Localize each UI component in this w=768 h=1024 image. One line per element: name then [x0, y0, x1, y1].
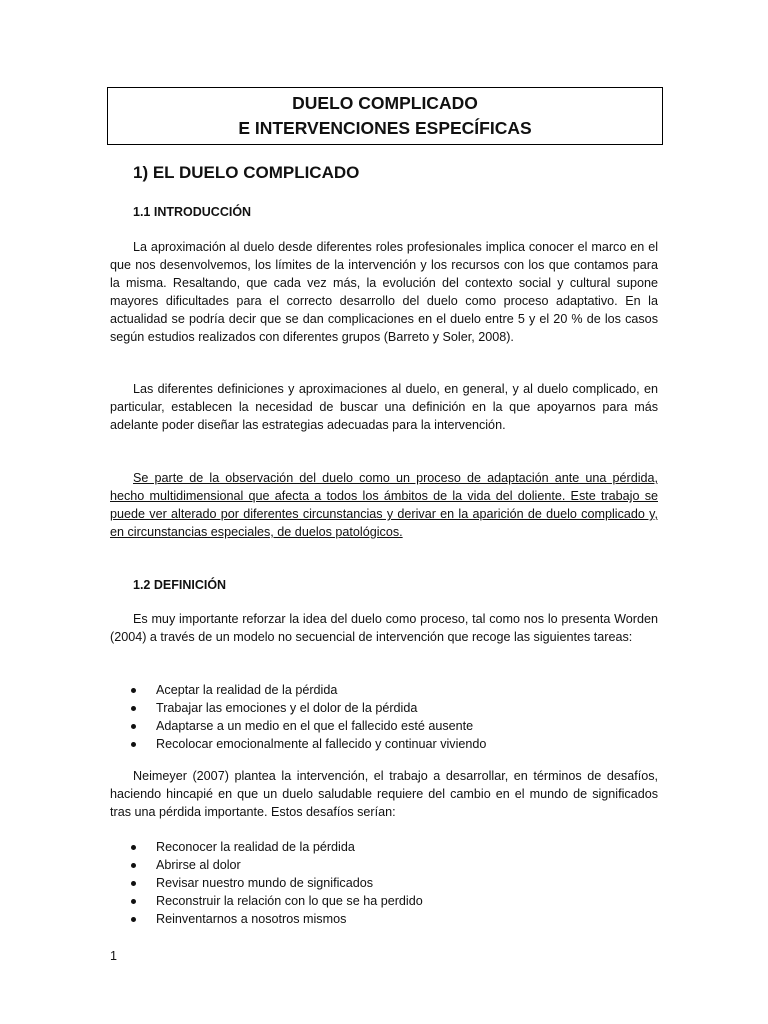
list-item: Trabajar las emociones y el dolor de la pérdida [110, 699, 658, 717]
bullet-icon [131, 742, 136, 747]
bullet-icon [131, 881, 136, 886]
list-item: Reconocer la realidad de la pérdida [110, 838, 658, 856]
document-title-line-2: E INTERVENCIONES ESPECÍFICAS [238, 118, 532, 138]
document-title-line-1: DUELO COMPLICADO [292, 93, 478, 113]
bullet-icon [131, 688, 136, 693]
list-item: Reinventarnos a nosotros mismos [110, 910, 658, 928]
subsection-heading-definicion: 1.2 DEFINICIÓN [133, 578, 227, 592]
bullet-icon [131, 724, 136, 729]
list-item: Adaptarse a un medio en el que el fallecido esté ausente [110, 717, 658, 735]
list-item: Recolocar emocionalmente al fallecido y continuar viviendo [110, 735, 658, 753]
neimeyer-paragraph: Neimeyer (2007) plantea la intervención, el trabajo a desarrollar, en términos de desafíos, haciendo hincapié en que un duelo saludable requiere del cambio en el mundo de significados tras una pérdida importante. Estos desafíos serían: [110, 769, 658, 819]
section-heading: 1) EL DUELO COMPLICADO [133, 163, 360, 182]
list-item: Abrirse al dolor [110, 856, 658, 874]
worden-task-list [110, 681, 658, 753]
list-item: Revisar nuestro mundo de significados [110, 874, 658, 892]
bullet-icon [131, 917, 136, 922]
bullet-icon [131, 706, 136, 711]
bullet-icon [131, 863, 136, 868]
intro-paragraph-3-underlined: Se parte de la observación del duelo como un proceso de adaptación ante una pérdida, hecho multidimensional que afecta a todos los ámbitos de la vida del doliente. Este trabajo se puede ver alterado por diferentes circunstancias y derivar en la aparición de duelo complicado y, en circunstancias especiales, de duelos patológicos. [110, 471, 658, 539]
worden-paragraph: Es muy importante reforzar la idea del duelo como proceso, tal como nos lo presenta Worden (2004) a través de un modelo no secuencial de intervención que recoge las siguientes tareas: [110, 612, 658, 644]
list-item: Aceptar la realidad de la pérdida [110, 681, 658, 699]
list-item: Reconstruir la relación con lo que se ha perdido [110, 892, 658, 910]
bullet-icon [131, 845, 136, 850]
document-title-box [107, 87, 663, 145]
bullet-icon [131, 899, 136, 904]
intro-paragraph-1: La aproximación al duelo desde diferentes roles profesionales implica conocer el marco en el que nos desenvolvemos, los límites de la intervención y los recursos con los que contamos para la misma. Resaltando, que cada vez más, la evolución del contexto social y cultural supone mayores dificultades para el correcto desarrollo del duelo como proceso adaptativo. En la actualidad se podría decir que se dan complicaciones en el duelo entre 5 y el 20 % de los casos según estudios realizados con diferentes grupos (Barreto y Soler, 2008). [110, 240, 658, 344]
intro-paragraph-2: Las diferentes definiciones y aproximaciones al duelo, en general, y al duelo complicado, en particular, establecen la necesidad de buscar una definición en la que apoyarnos para más adelante poder diseñar las estrategias adecuadas para la intervención. [110, 382, 658, 432]
neimeyer-challenge-list [110, 838, 658, 928]
subsection-heading-introduccion: 1.1 INTRODUCCIÓN [133, 205, 252, 219]
page-number: 1 [110, 949, 118, 963]
